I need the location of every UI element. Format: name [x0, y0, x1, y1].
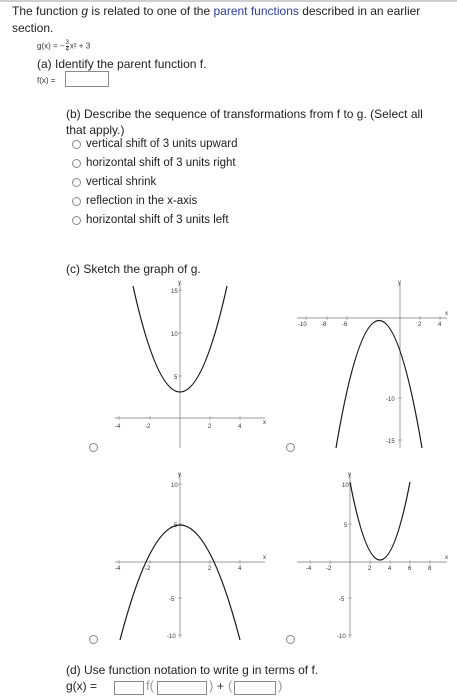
option-label: horizontal shift of 3 units right: [86, 157, 236, 169]
x-tick-label: 6: [408, 566, 412, 572]
y-tick-label: 5: [174, 375, 178, 381]
x-tick-label: 8: [428, 566, 432, 572]
parent-functions-link[interactable]: parent functions: [213, 4, 299, 18]
checkbox[interactable]: [72, 140, 81, 149]
equation-fraction: [66, 40, 69, 53]
graph-radio-2[interactable]: [286, 443, 295, 452]
y-tick-label: 5: [174, 523, 178, 529]
option-label: vertical shift of 3 units upward: [86, 138, 238, 150]
y-tick-label: 15: [171, 289, 178, 295]
x-tick-label: -10: [298, 322, 307, 328]
option-label: reflection in the x-axis: [86, 195, 198, 207]
y-tick-label: 5: [344, 523, 348, 529]
option-reflection-x-axis[interactable]: [72, 193, 197, 209]
y-tick-label: -10: [167, 634, 176, 640]
x-axis-label: x: [263, 420, 266, 426]
part-b-label: (b) Describe the sequence of transformations from f to g. (Select all that apply.): [66, 107, 423, 137]
graph-option-1: [105, 278, 270, 453]
y-axis-label: y: [398, 280, 401, 286]
y-tick-label: -10: [386, 397, 395, 403]
close-paren-icon: ): [209, 678, 214, 693]
option-label: horizontal shift of 3 units left: [86, 214, 229, 226]
y-tick-label: -5: [339, 597, 345, 603]
top-divider: [0, 0, 457, 2]
fraction-numerator: 3: [65, 40, 69, 46]
checkbox[interactable]: [72, 197, 81, 206]
fraction-denominator: 4: [65, 47, 69, 53]
part-c-label: (c) Sketch the graph of g.: [66, 262, 201, 276]
open-paren-icon: f(: [146, 678, 154, 693]
y-axis-label: y: [348, 472, 351, 478]
equation-rest: x² + 3: [69, 41, 91, 51]
intro-g: g: [81, 4, 89, 18]
plus-sign: +: [217, 679, 225, 693]
checkbox[interactable]: [72, 216, 81, 225]
y-axis-label: y: [178, 280, 181, 286]
x-tick-label: 2: [208, 424, 212, 430]
checkbox[interactable]: [72, 178, 81, 187]
x-tick-label: 4: [238, 566, 242, 572]
x-tick-label: -4: [115, 566, 121, 572]
option-horizontal-shift-right[interactable]: [72, 155, 236, 171]
question-intro: [12, 3, 432, 37]
x-tick-label: -4: [306, 566, 312, 572]
option-horizontal-shift-left[interactable]: [72, 212, 229, 228]
x-tick-label: -2: [326, 566, 332, 572]
part-a-label: (a) Identify the parent function f.: [37, 57, 207, 71]
option-vertical-shrink[interactable]: [72, 174, 156, 190]
graph-radio-1[interactable]: [89, 443, 98, 452]
intro-text-2: is related to one of the: [88, 4, 214, 18]
constant-input[interactable]: [234, 681, 276, 695]
g-prefix: g(x) =: [66, 679, 98, 693]
x-axis-label: x: [263, 555, 266, 561]
option-vertical-shift-up[interactable]: [72, 136, 238, 152]
y-tick-label: -10: [337, 634, 346, 640]
intro-text-1: The function: [12, 4, 82, 18]
y-tick-label: 10: [171, 483, 178, 489]
part-d-label: (d) Use function notation to write g in terms of f.: [66, 663, 319, 677]
y-tick-label: -15: [386, 439, 395, 445]
x-tick-label: 4: [388, 566, 392, 572]
y-tick-label: 10: [342, 483, 349, 489]
equation-lhs: g(x) =: [37, 41, 58, 51]
y-tick-label: -5: [169, 597, 175, 603]
x-tick-label: 4: [438, 322, 442, 328]
g-equation: [37, 40, 90, 53]
x-tick-label: -6: [342, 322, 348, 328]
graph-radio-3[interactable]: [89, 635, 98, 644]
x-axis-label: x: [445, 555, 448, 561]
equation-neg: −: [59, 41, 65, 51]
graph-option-4: [292, 468, 452, 643]
y-axis-label: y: [178, 472, 181, 478]
x-axis-label: x: [445, 311, 448, 317]
parabola-curve: [350, 482, 410, 560]
graph-radio-4[interactable]: [286, 635, 295, 644]
open-paren-icon: (: [228, 678, 233, 693]
x-tick-label: 2: [368, 566, 372, 572]
x-tick-label: 2: [208, 566, 212, 572]
f-prefix: f(x) =: [37, 76, 56, 85]
intro-text-3: described in an earlier section.: [12, 4, 421, 35]
x-tick-label: -4: [115, 424, 121, 430]
x-tick-label: -8: [321, 322, 327, 328]
checkbox[interactable]: [72, 159, 81, 168]
close-paren-icon: ): [278, 678, 283, 693]
x-tick-label: -2: [145, 566, 151, 572]
option-label: vertical shrink: [86, 176, 157, 188]
parent-function-input[interactable]: [65, 71, 109, 87]
parabola-curve: [336, 321, 422, 449]
inner-argument-input[interactable]: [157, 681, 207, 695]
x-tick-label: 2: [418, 322, 422, 328]
y-tick-label: 10: [171, 332, 178, 338]
graph-option-3: [105, 468, 270, 643]
x-tick-label: -2: [145, 424, 151, 430]
coefficient-input[interactable]: [114, 681, 144, 695]
x-tick-label: 4: [238, 424, 242, 430]
graph-option-2: [292, 278, 452, 453]
